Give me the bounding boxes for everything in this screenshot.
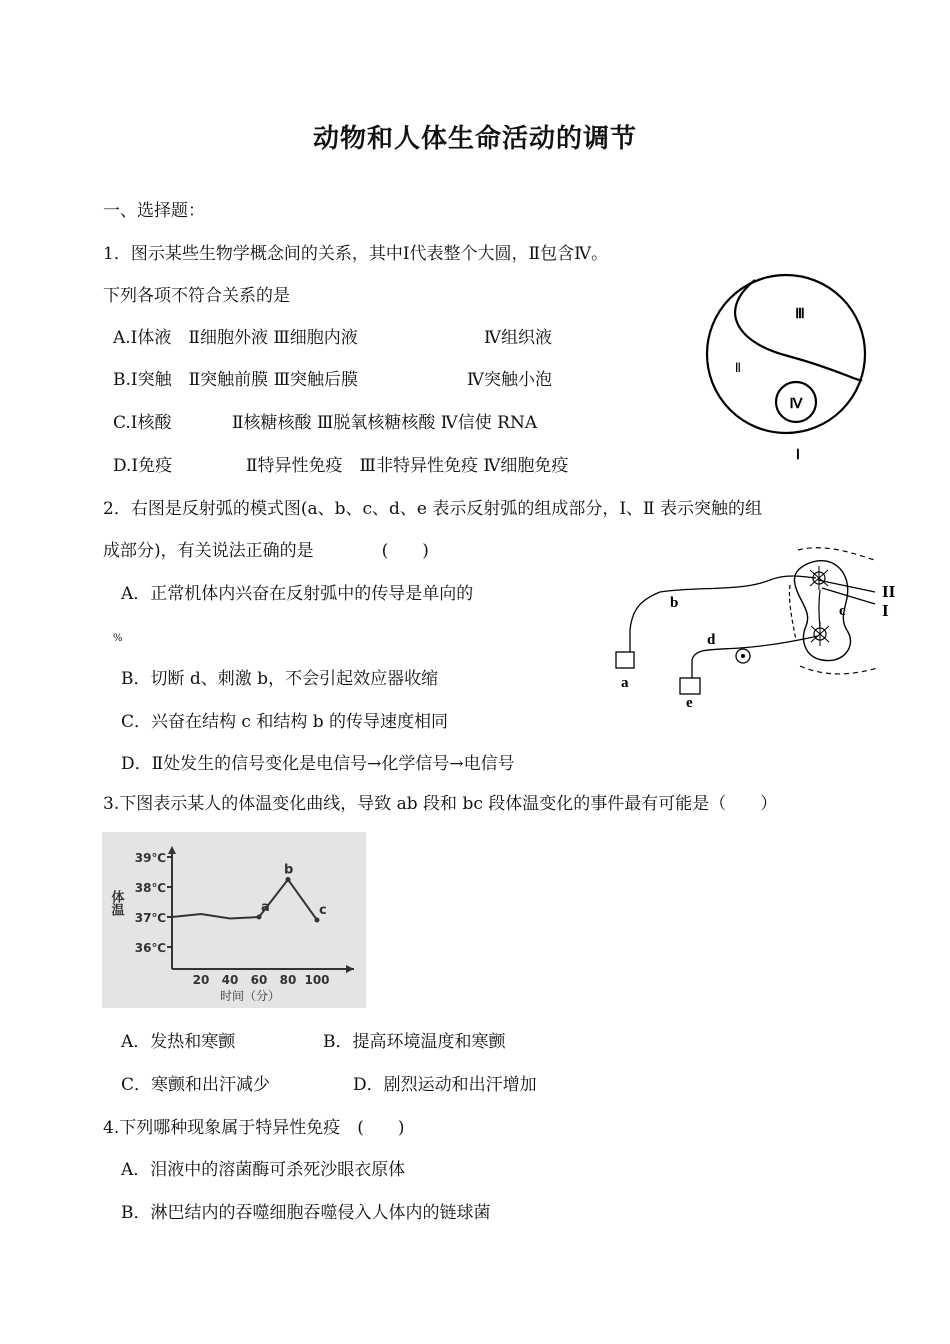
label-synapse-ii: II: [882, 582, 896, 601]
q2-stem-line2: 成部分)，有关说法正确的是 ( ): [103, 541, 429, 561]
q1-option-b: B.Ⅰ突触 Ⅱ突触前膜 Ⅲ突触后膜: [113, 370, 358, 390]
label-c: c: [839, 603, 846, 619]
q1-option-d: D.Ⅰ免疫: [113, 456, 173, 476]
q2-option-d: D．Ⅱ处发生的信号变化是电信号→化学信号→电信号: [121, 754, 515, 774]
x-axis-label: 时间（分）: [219, 989, 281, 1003]
spinal-cord-outline-top: [798, 548, 875, 560]
point-c: [315, 918, 320, 923]
effector-box-e: [680, 678, 700, 694]
q1-stem-line2: 下列各项不符合关系的是: [103, 286, 290, 306]
reflex-arc-diagram: [600, 540, 905, 720]
q2-option-c: C．兴奋在结构 c 和结构 b 的传导速度相同: [121, 712, 449, 732]
q3-option-b: B．提高环境温度和寒颤: [323, 1032, 506, 1052]
q1-option-c-rest: Ⅱ核糖核酸 Ⅲ脱氧核糖核酸 Ⅳ信使 RNA: [232, 413, 538, 433]
q3-option-d: D．剧烈运动和出汗增加: [353, 1075, 537, 1095]
s-curve-divider: [735, 280, 862, 380]
label-synapse-i: I: [882, 601, 889, 620]
y-axis-label: 体温: [108, 890, 124, 916]
label-d: d: [707, 632, 716, 648]
q1-option-a: A.Ⅰ体液 Ⅱ细胞外液 Ⅲ细胞内液: [113, 328, 358, 348]
label-e: e: [686, 695, 693, 711]
x-tick-label: 80: [279, 973, 297, 987]
y-tick-label: 36℃: [134, 941, 166, 955]
q2-stem-line1: 2．右图是反射弧的模式图(a、b、c、d、e 表示反射弧的组成部分，Ⅰ、Ⅱ 表示突触的组: [103, 499, 763, 519]
label-i: Ⅰ: [795, 448, 801, 463]
q3-stem: 3.下图表示某人的体温变化曲线，导致 ab 段和 bc 段体温变化的事件最有可能是（ ）: [103, 794, 778, 814]
body-temperature-chart: [102, 832, 366, 1008]
x-tick-label: 100: [304, 973, 330, 987]
q3-option-a: A．发热和寒颤: [121, 1032, 236, 1052]
afferent-nerve: [630, 576, 816, 652]
page-title: 动物和人体生命活动的调节: [312, 124, 637, 154]
q1-option-c: C.Ⅰ核酸: [113, 413, 172, 433]
section-heading: 一、选择题：: [103, 201, 205, 221]
temperature-chart-svg: [102, 832, 366, 1008]
point-label-b: b: [284, 862, 294, 878]
q1-option-a-iv: Ⅳ组织液: [484, 328, 552, 348]
label-b: b: [670, 595, 679, 611]
x-tick-label: 60: [250, 973, 268, 987]
point-b: [286, 877, 291, 882]
y-tick-label: 39℃: [134, 851, 166, 865]
y-tick-label: 37℃: [134, 911, 166, 925]
label-iii: Ⅲ: [795, 307, 805, 322]
dorsal-root-ganglion: [789, 585, 796, 640]
point-a: [257, 915, 262, 920]
q4-option-b: B．淋巴结内的吞噬细胞吞噬侵入人体内的链球菌: [121, 1203, 491, 1223]
q2-option-a: A．正常机体内兴奋在反射弧中的传导是单向的: [121, 584, 474, 604]
q1-option-b-iv: Ⅳ突触小泡: [467, 370, 552, 390]
q1-option-d-rest: Ⅱ特异性免疫 Ⅲ非特异性免疫 Ⅳ细胞免疫: [246, 456, 569, 476]
interneuron-c: [819, 590, 820, 628]
x-axis-arrow: [346, 965, 354, 973]
q3-option-c: C．寒颤和出汗减少: [121, 1075, 271, 1095]
y-axis-arrow: [168, 846, 176, 854]
concept-circle-diagram: [700, 272, 875, 472]
q2-option-b: B．切断 d、刺激 b，不会引起效应器收缩: [121, 669, 439, 689]
x-tick-label: 20: [192, 973, 210, 987]
receptor-box-a: [616, 652, 634, 668]
temperature-series-line: [172, 880, 317, 921]
point-label-a: a: [261, 900, 270, 915]
stimulus-point-dot: [741, 654, 745, 658]
stray-mark: %: [113, 633, 123, 644]
label-iv: Ⅳ: [789, 397, 803, 412]
label-ii: Ⅱ: [734, 360, 742, 375]
point-label-c: c: [319, 903, 327, 918]
circle-i: [707, 275, 865, 433]
y-tick-label: 38℃: [134, 881, 166, 895]
q1-stem-line1: 1．图示某些生物学概念间的关系，其中Ⅰ代表整个大圆，Ⅱ包含Ⅳ。: [103, 244, 609, 264]
q4-option-a: A．泪液中的溶菌酶可杀死沙眼衣原体: [121, 1160, 406, 1180]
q4-stem: 4.下列哪种现象属于特异性免疫 ( ): [103, 1118, 405, 1138]
spinal-cord-outline-bottom: [800, 666, 878, 674]
x-tick-label: 40: [221, 973, 239, 987]
label-a: a: [621, 675, 629, 691]
